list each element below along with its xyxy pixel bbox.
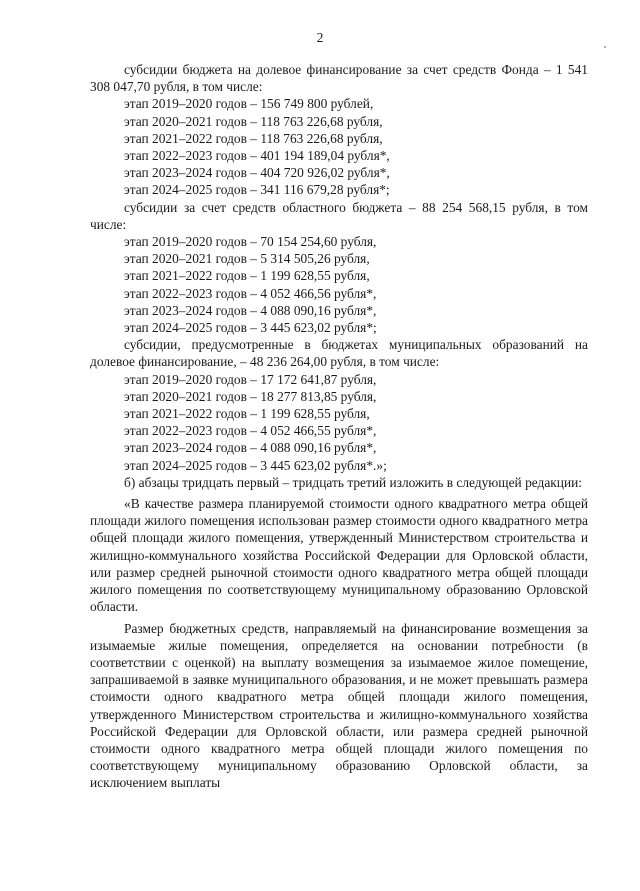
- list-item: этап 2019–2020 годов – 17 172 641,87 рубля,: [124, 371, 377, 387]
- paragraph: субсидии, предусмотренные в бюджетах муниципальных образований на долевое финансирование, – 48 236 264,00 рубля, в том числе:: [90, 337, 588, 370]
- list-item: этап 2024–2025 годов – 3 445 623,02 рубля*.»;: [124, 457, 387, 473]
- list-item: этап 2021–2022 годов – 118 763 226,68 рубля,: [124, 130, 383, 146]
- page-number: 2: [316, 30, 324, 45]
- paragraph: б) абзацы тридцать первый – тридцать третий изложить в следующей редакции:: [124, 474, 583, 490]
- list-item: этап 2019–2020 годов – 156 749 800 рублей,: [124, 96, 374, 112]
- list-item: этап 2021–2022 годов – 1 199 628,55 рубля,: [124, 406, 370, 422]
- list-item: этап 2022–2023 годов – 4 052 466,55 рубля*,: [124, 423, 377, 439]
- list-item: этап 2020–2021 годов – 18 277 813,85 рубля,: [124, 388, 377, 404]
- list-item: этап 2024–2025 годов – 3 445 623,02 рубля*;: [124, 320, 377, 336]
- list-item: этап 2022–2023 годов – 4 052 466,56 рубля*,: [124, 285, 377, 301]
- list-item: этап 2023–2024 годов – 4 088 090,16 рубля*,: [124, 302, 377, 318]
- document-body: [90, 61, 588, 792]
- paragraph: субсидии бюджета на долевое финансирование за счет средств Фонда – 1 541 308 047,70 рубля, в том числе:: [90, 62, 588, 95]
- paragraph: Размер бюджетных средств, направляемый на финансирование возмещения за изымаемые жилые помещения, определяется на основании потребности (в соответствии с оценкой) на выплату возмещения за изымаемое жилое помещение, запрашиваемой в заявке муниципального образования, и не может превышать размера стоимости одного квадратного метра общей площади жилого помещения, утвержденного Министерством строительства и жилищно-коммунального хозяйства Российской Федерации для Орловской области, или размера средней рыночной стоимости одного квадратного метра общей площади жилого помещения по соответствующему муниципальному образованию Орловской области, за исключением выплаты: [90, 620, 588, 791]
- list-item: этап 2021–2022 годов – 1 199 628,55 рубля,: [124, 268, 370, 284]
- list-item: этап 2022–2023 годов – 401 194 189,04 рубля*,: [124, 148, 390, 164]
- list-item: этап 2023–2024 годов – 4 088 090,16 рубля*,: [124, 440, 377, 456]
- list-item: этап 2020–2021 годов – 118 763 226,68 рубля,: [124, 113, 383, 129]
- list-item: этап 2023–2024 годов – 404 720 926,02 рубля*,: [124, 165, 390, 181]
- paragraph: субсидии за счет средств областного бюджета – 88 254 568,15 рубля, в том числе:: [90, 199, 588, 232]
- list-item: этап 2019–2020 годов – 70 154 254,60 рубля,: [124, 234, 377, 250]
- list-item: этап 2024–2025 годов – 341 116 679,28 рубля*;: [124, 182, 390, 198]
- scan-speck: [604, 46, 606, 48]
- list-item: этап 2020–2021 годов – 5 314 505,26 рубля,: [124, 251, 370, 267]
- paragraph: «В качестве размера планируемой стоимости одного квадратного метра общей площади жилого помещения использован размер стоимости одного квадратного метра общей площади жилого помещения, утвержденный Министерством строительства и жилищно-коммунального хозяйства Российской Федерации для Орловской области, или размер средней рыночной стоимости одного квадратного метра общей площади жилого помещения по соответствующему муниципальному образованию Орловской области.: [90, 496, 588, 615]
